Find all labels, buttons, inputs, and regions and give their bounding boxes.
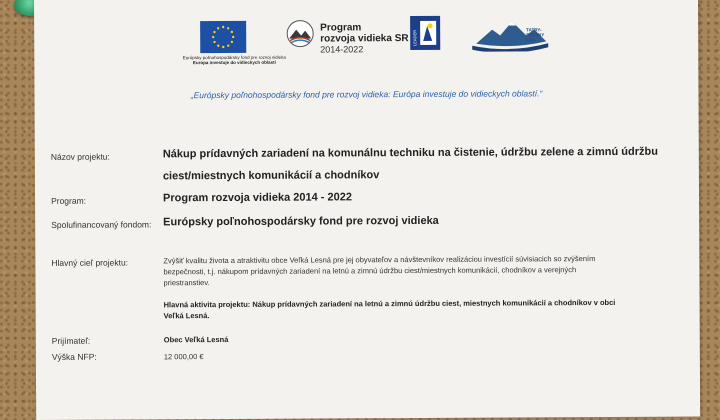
logo-strip [34, 15, 698, 78]
main-activity-text: Hlavná aktivita projektu: Nákup prídavných zariadení na letnú a zimnú údržbu ciest, miestnych komunikácií a chodníkov v obci Veľká Lesná. [163, 297, 616, 321]
recipient-value: Obec Veľká Lesná [163, 334, 229, 345]
eu-slogan: „Európsky poľnohospodársky fond pre rozvoj vidieka: Európa investuje do vidieckych oblastí.“ [190, 88, 543, 101]
project-name-line2: ciest/miestnych komunikácií a chodníkov [162, 169, 380, 183]
prv-title-line2: rozvoja vidieka SR [320, 33, 409, 45]
project-name-label: Názov projektu: [50, 151, 110, 162]
fund-label: Spolufinancovaný fondom: [51, 219, 152, 230]
lag-label: TATRY-PIENINY LAG [526, 27, 545, 43]
fund-value: Európsky poľnohospodársky fond pre rozvoj vidieka [163, 214, 439, 229]
prv-title-line1: Program [320, 22, 362, 34]
recipient-label: Prijímateľ: [51, 335, 91, 346]
nfp-label: Výška NFP: [51, 351, 97, 362]
goal-label: Hlavný cieľ projektu: [51, 257, 129, 268]
prv-round-logo [286, 19, 314, 49]
program-value: Program rozvoja vidieka 2014 - 2022 [163, 191, 353, 205]
project-poster [34, 0, 700, 420]
goal-text: Zvýšiť kvalitu života a atraktivitu obce Veľká Lesná pre jej obyvateľov a návštevníkov realizáciou investícií súvisiacich so zvýšením bezpečnosti, t.j. nákupom prídavných zariadení na letnú a zimnú údržbu ciest/miestnych komunikácií, chodníkov a verejných priestranstiev. [163, 254, 596, 288]
nfp-value: 12 000,00 € [163, 352, 204, 362]
program-label: Program: [51, 195, 87, 206]
leader-label: LEADER [412, 29, 418, 47]
eu-flag-logo [200, 21, 246, 53]
project-name-line1: Nákup prídavných zariadení na komunálnu techniku na čistenie, údržbu zelene a zimnú údržbu [162, 145, 658, 161]
prv-years: 2014-2022 [320, 44, 364, 55]
eu-caption: Európsky poľnohospodársky fond pre rozvoj vidieka Európa investuje do vidieckych oblastí [182, 54, 286, 66]
